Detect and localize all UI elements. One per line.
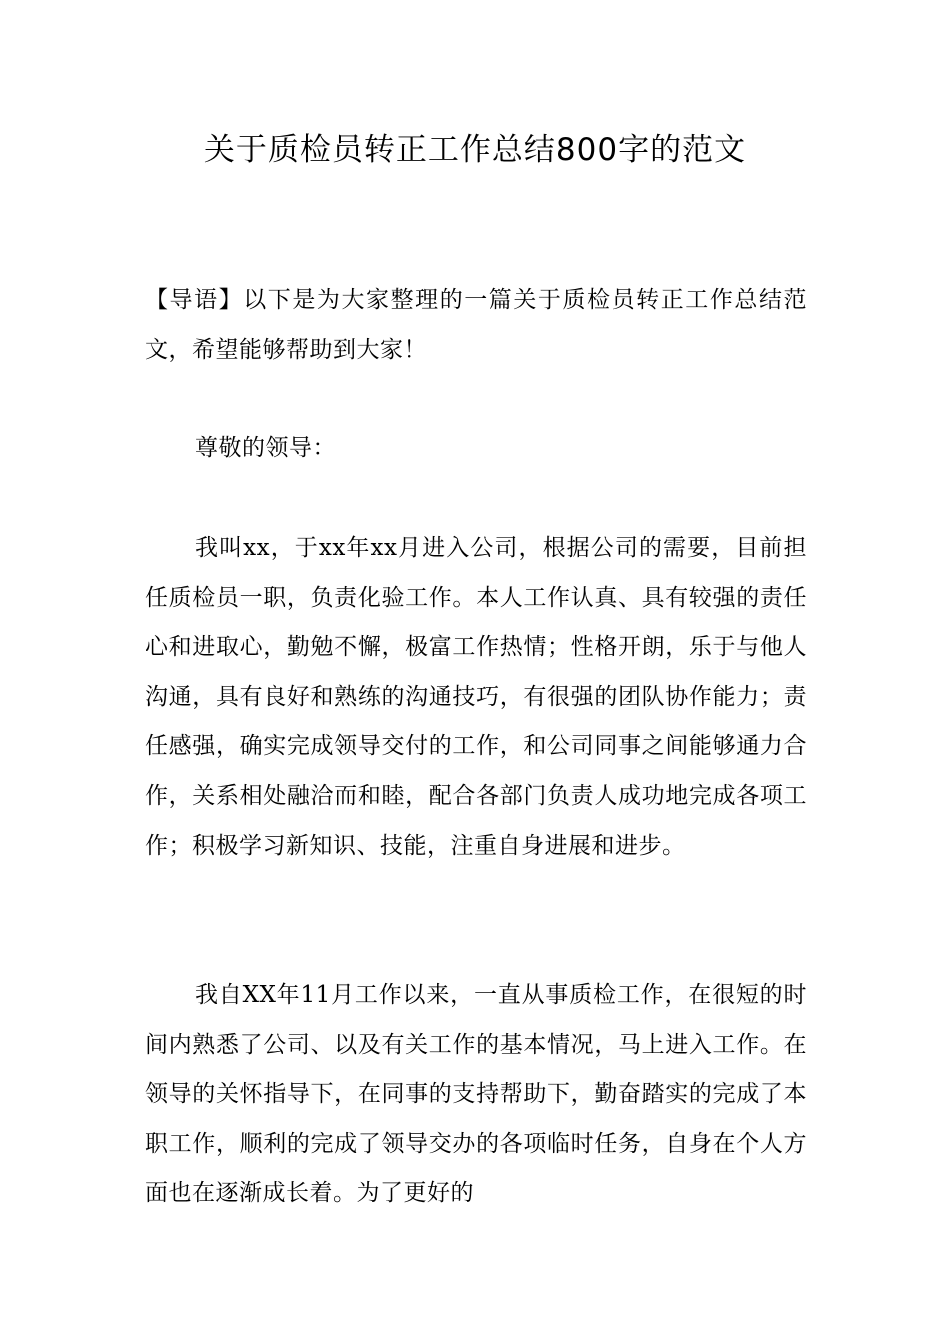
salutation: 尊敬的领导： — [195, 435, 336, 461]
intro-paragraph: 【导语】以下是为大家整理的一篇关于质检员转正工作总结范文，希望能够帮助到大家！ — [145, 287, 807, 363]
body-paragraph: 我叫xx，于xx年xx月进入公司，根据公司的需要，目前担任质检员一职，负责化验工作。本人工作认真、具有较强的责任心和进取心，勤勉不懈，极富工作热情；性格开朗，乐于与他人沟通，具有良好和熟练的沟通技巧，有很强的团队协作能力；责任感强，确实完成领导交付的工作，和公司同事之间能够通力合作，关系相处融洽而和睦，配合各部门负责人成功地完成各项工作；积极学习新知识、技能，注重自身进展和进步。 — [145, 535, 807, 859]
document-title: 关于质检员转正工作总结800字的范文 — [203, 132, 747, 168]
body-paragraph: 我自XX年11月工作以来，一直从事质检工作，在很短的时间内熟悉了公司、以及有关工作的基本情况，马上进入工作。在领导的关怀指导下，在同事的支持帮助下，勤奋踏实的完成了本职工作，顺利的完成了领导交办的各项临时任务，自身在个人方面也在逐渐成长着。为了更好的 — [145, 982, 807, 1207]
